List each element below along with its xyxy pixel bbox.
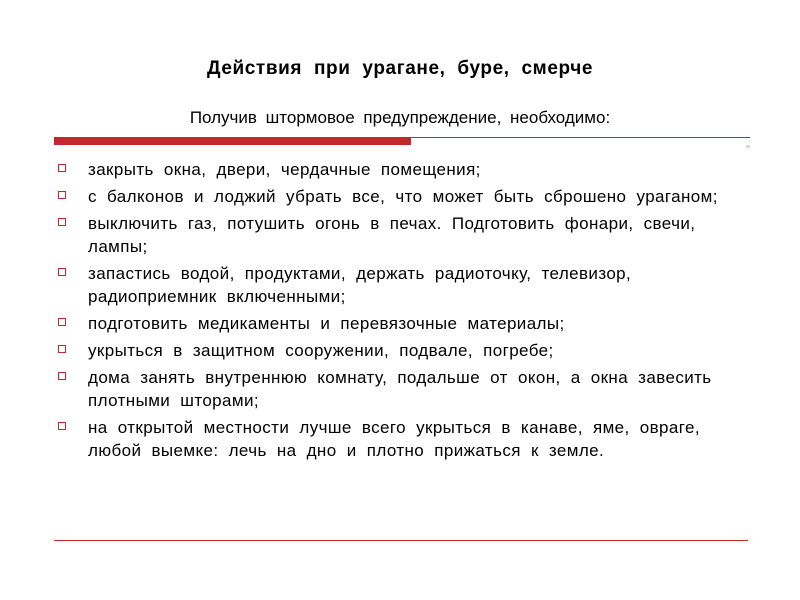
square-bullet-icon xyxy=(58,422,66,430)
list-item-text: дома занять внутреннюю комнату, подальше от окон, а окна завесить плотными шторами; xyxy=(88,368,712,410)
bottom-divider xyxy=(54,540,748,541)
list-item-text: запастись водой, продуктами, держать радиоточку, телевизор, радиоприемник включенными; xyxy=(88,264,632,306)
list-item xyxy=(56,185,736,208)
list-item-text: укрыться в защитном сооружении, подвале, погребе; xyxy=(88,341,554,360)
instructions-list xyxy=(56,158,736,466)
square-bullet-icon xyxy=(58,218,66,226)
square-bullet-icon xyxy=(58,372,66,380)
square-bullet-icon xyxy=(58,268,66,276)
list-item xyxy=(56,416,736,462)
slide-subtitle: Получив штормовое предупреждение, необходимо: xyxy=(189,108,611,127)
top-thick-divider xyxy=(54,137,411,145)
divider-corner-mark xyxy=(746,145,750,148)
square-bullet-icon xyxy=(58,191,66,199)
list-item xyxy=(56,212,736,258)
square-bullet-icon xyxy=(58,345,66,353)
list-item-text: закрыть окна, двери, чердачные помещения; xyxy=(88,160,481,179)
square-bullet-icon xyxy=(58,164,66,172)
list-item xyxy=(56,366,736,412)
list-item-text: на открытой местности лучше всего укрыться в канаве, яме, овраге, любой выемке: лечь на дно и плотно прижаться к земле. xyxy=(88,418,700,460)
square-bullet-icon xyxy=(58,318,66,326)
list-item-text: подготовить медикаменты и перевязочные материалы; xyxy=(88,314,565,333)
list-item xyxy=(56,262,736,308)
slide-title: Действия при урагане, буре, смерче xyxy=(206,58,594,79)
list-item xyxy=(56,312,736,335)
list-item-text: выключить газ, потушить огонь в печах. Подготовить фонари, свечи, лампы; xyxy=(88,214,696,256)
list-item-text: с балконов и лоджий убрать все, что может быть сброшено ураганом; xyxy=(88,187,718,206)
list-item xyxy=(56,339,736,362)
list-item xyxy=(56,158,736,181)
